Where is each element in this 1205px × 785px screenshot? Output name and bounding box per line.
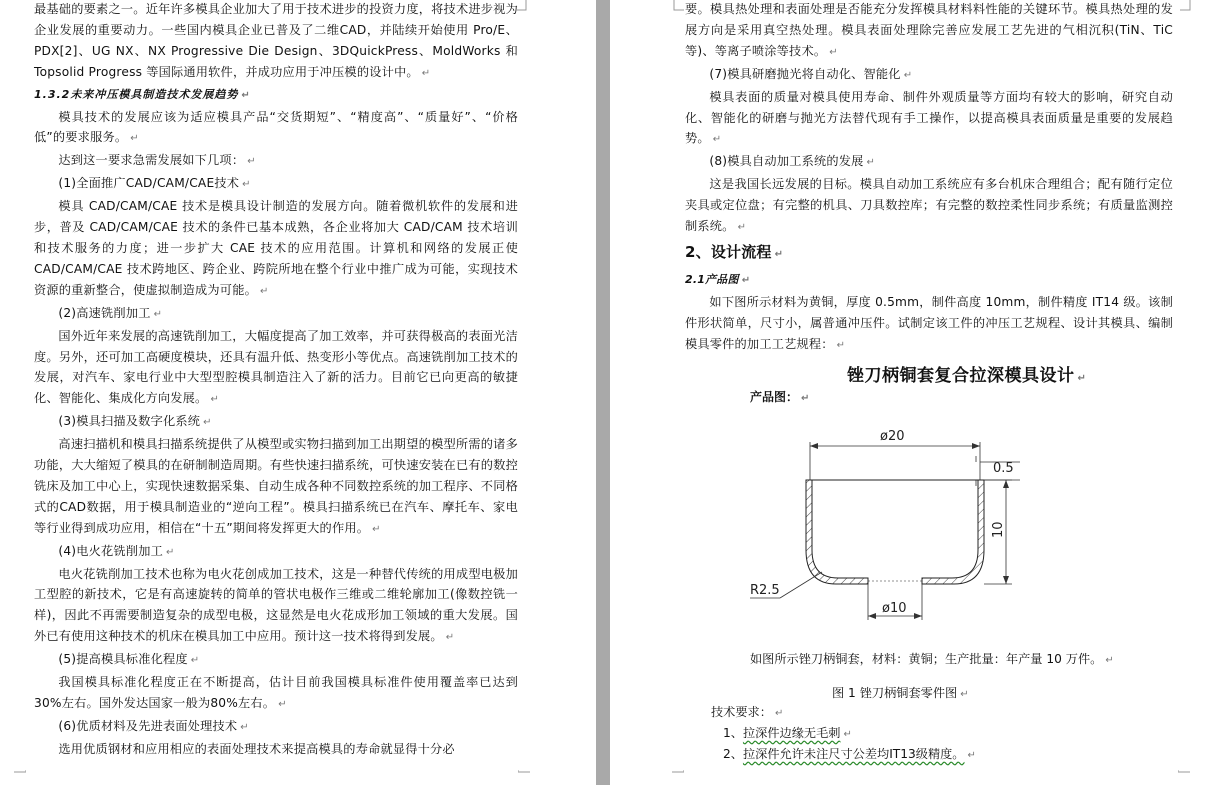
paragraph-mark-icon: ↵ [801, 393, 810, 404]
paragraph: 最基础的要素之一。近年许多模具企业加大了用于技术进步的投资力度，将技术进步视为企业发展的重要动力。一些国内模具企业已普及了二维CAD，并陆续开始使用 Pro/E、PDX[2]、UG NX、NX Progressive Die Design、3DQuickPress、MoldWorks 和 Topsolid Progress 等国际通用软件，并成功应用于冲压模的设计中。 ↵ [34, 2, 518, 79]
paragraph-mark-icon: ↵ [737, 222, 747, 234]
list-item-heading: (6)优质材料及先进表面处理技术 ↵ [58, 718, 249, 733]
paragraph-mark-icon: ↵ [190, 655, 200, 667]
cup-wall-right [922, 480, 984, 584]
paragraph-mark-icon: ↵ [372, 523, 381, 535]
paragraph: 选用优质钢材和应用相应的表面处理技术来提高模具的寿命就显得十分必 [58, 741, 455, 756]
right-page [610, 0, 1205, 785]
dim-inner-diameter: ø10 [882, 601, 907, 616]
product-drawing-label: 产品图： ↵ [750, 390, 810, 404]
figure-description: 如图所示锉刀柄铜套，材料：黄铜；生产批量：年产量 10 万件。 ↵ [750, 652, 1114, 666]
paragraph-mark-icon: ↵ [259, 285, 269, 297]
crop-mark-icon [672, 0, 684, 12]
list-item-heading: (4)电火花铣削加工 ↵ [58, 543, 175, 558]
paragraph: 要。模具热处理和表面处理是否能充分发挥模具材料料性能的关键环节。模具热处理的发展方向是采用真空热处理。模具表面处理除完善应发展工艺先进的气相沉积(TiN、TiC等)、等离子喷涂等技术。 ↵ [685, 2, 1173, 58]
paragraph-mark-icon: ↵ [240, 721, 249, 733]
requirement-item: 2、拉深件允许未注尺寸公差均IT13级精度。 ↵ [723, 747, 976, 761]
paragraph-mark-icon: ↵ [712, 134, 722, 146]
paragraph-mark-icon: ↵ [1077, 373, 1087, 384]
paragraph-mark-icon: ↵ [836, 339, 846, 351]
list-item-heading: (8)模具自动加工系统的发展 ↵ [709, 154, 876, 169]
paragraph-mark-icon: ↵ [829, 46, 838, 58]
paragraph: 模具 CAD/CAM/CAE 技术是模具设计制造的发展方向。随着微机软件的发展和进步，普及 CAD/CAM/CAE 技术的条件已基本成熟，各企业将加大 CAD/CAM 技术培训和技术服务的力度；进一步扩大 CAE 技术的应用范围。计算机和网络的发展正使 CAD/CAM/CAE 技术跨地区、跨企业、跨院所地在整个行业中推广成为可能，实现技术资源的重新整合，使虚拟制造成为可能。 ↵ [34, 199, 518, 297]
paragraph: 模具表面的质量对模具使用寿命、制件外观质量等方面均有较大的影响，研究自动化、智能化的研磨与抛光方法替代现有手工操作，以提高模具表面质量是重要的发展趋势。 ↵ [685, 89, 1173, 146]
section-heading-2: 2、设计流程 ↵ [685, 242, 784, 261]
list-item-heading: (7)模具研磨抛光将自动化、智能化 ↵ [709, 66, 913, 81]
spellcheck-underline[interactable]: 拉深件允许未注尺寸公差均IT13级精度。 [742, 747, 965, 761]
paragraph-mark-icon: ↵ [247, 156, 256, 168]
figure-title: 锉刀柄铜套复合拉深模具设计 ↵ [847, 366, 1087, 386]
paragraph: 这是我国长远发展的目标。模具自动加工系统应有多台机床合理组合；配有随行定位夹具或定位盘；有完整的机具、刀具数控库；有完整的数控柔性同步系统；有质量监测控制系统。 ↵ [685, 177, 1173, 234]
paragraph: 国外近年来发展的高速铣削加工，大幅度提高了加工效率，并可获得极高的表面光洁度。另外，还可加工高硬度模块，还具有温升低、热变形小等优点。高速铣削加工技术的发展，对汽车、家电行业中大型型腔模具制造注入了新的活力。目前它已向更高的敏捷化、智能化、集成化方向发展。 ↵ [34, 328, 518, 406]
page-gutter [596, 0, 610, 785]
paragraph-mark-icon: ↵ [241, 89, 251, 101]
list-item-heading: (5)提高模具标准化程度 ↵ [58, 652, 200, 667]
crop-mark-icon [516, 0, 528, 12]
paragraph: 我国模具标准化程度正在不断提高，估计目前我国模具标准件使用覆盖率已达到30%左右。国外发达国家一般为80%左右。 ↵ [34, 675, 518, 710]
paragraph: 达到这一要求急需发展如下几项： ↵ [58, 153, 256, 168]
figure-caption: 图 1 锉刀柄铜套零件图 ↵ [832, 686, 969, 700]
paragraph: 电火花铣削加工技术也称为电火花创成加工技术，这是一种替代传统的用成型电极加工型腔的新技术，它是有高速旋转的简单的管状电极作三维或二维轮廓加工(像数控铣一样)，因此不再需要制造复杂的成型电极，这显然是电火花成形加工领域的重大发展。国外已有使用这种技术的机床在模具加工中应用。预计这一技术将得到发展。 ↵ [34, 566, 518, 644]
paragraph-mark-icon: ↵ [960, 689, 969, 700]
paragraph-mark-icon: ↵ [165, 546, 175, 558]
paragraph: 如下图所示材料为黄铜，厚度 0.5mm，制件高度 10mm，制件精度 IT14 级。该制件形状简单，尺寸小，属普通冲压件。试制定该工件的冲压工艺规程、设计其模具、编制模具零件的加工工艺规程： ↵ [685, 294, 1173, 351]
crop-mark-icon [1178, 770, 1190, 782]
spellcheck-underline[interactable]: 拉深件边缘无毛刺 [742, 726, 841, 740]
section-heading-1-3-2: 1.3.2未来冲压模具制造技术发展趋势 ↵ [34, 87, 251, 101]
crop-mark-icon [1180, 0, 1192, 12]
list-item-heading: (1)全面推广CAD/CAM/CAE技术 ↵ [58, 176, 251, 191]
paragraph-mark-icon: ↵ [903, 69, 913, 81]
paragraph-mark-icon: ↵ [774, 248, 784, 260]
paragraph-mark-icon: ↵ [967, 750, 976, 761]
list-item-heading: (3)模具扫描及数字化系统 ↵ [58, 414, 212, 429]
left-page [0, 0, 596, 785]
paragraph-mark-icon: ↵ [843, 729, 852, 740]
part-drawing [750, 420, 1050, 620]
crop-mark-icon [14, 770, 26, 782]
requirements-title: 技术要求： ↵ [711, 705, 784, 719]
dim-height: 10 [991, 521, 1006, 538]
paragraph-mark-icon: ↵ [242, 179, 251, 191]
dim-outer-diameter: ø20 [880, 429, 905, 444]
paragraph: 高速扫描机和模具扫描系统提供了从模型或实物扫描到加工出期望的模型所需的诸多功能，大大缩短了模具的在研制制造周期。有些快速扫描系统，可快速安装在已有的数控铣床及加工中心上，实现快速数据采集、自动生成各种不同数控系统的加工程序、不同格式的CAD数据，用于模具制造业的“逆向工程”。模具扫描系统已在汽车、摩托车、家电等行业得到成功应用，相信在“十五”期间将发挥更大的作用。 ↵ [34, 437, 518, 535]
right-text-column [685, 0, 1173, 357]
paragraph-mark-icon: ↵ [1105, 655, 1114, 666]
paragraph: 模具技术的发展应该为适应模具产品“交货期短”、“精度高”、“质量好”、“价格低”的要求服务。 ↵ [34, 109, 518, 145]
dim-radius: R2.5 [750, 583, 780, 598]
paragraph-mark-icon: ↵ [278, 699, 287, 710]
section-heading-2-1: 2.1产品图 ↵ [685, 272, 751, 286]
crop-mark-icon [672, 770, 684, 782]
paragraph-mark-icon: ↵ [210, 394, 220, 406]
paragraph-mark-icon: ↵ [153, 308, 163, 320]
crop-mark-icon [518, 770, 530, 782]
cup-wall-left [806, 480, 868, 584]
list-item-heading: (2)高速铣削加工 ↵ [58, 305, 163, 320]
paragraph-mark-icon: ↵ [203, 417, 212, 429]
paragraph-mark-icon: ↵ [774, 708, 784, 719]
paragraph-mark-icon: ↵ [421, 67, 431, 79]
paragraph-mark-icon: ↵ [130, 133, 139, 145]
paragraph-mark-icon: ↵ [741, 274, 751, 286]
dim-thickness: 0.5 [993, 461, 1014, 476]
left-text-column [34, 0, 518, 760]
paragraph-mark-icon: ↵ [866, 157, 876, 169]
paragraph-mark-icon: ↵ [445, 632, 455, 644]
leader-line [780, 572, 822, 598]
requirement-item: 1、拉深件边缘无毛刺 ↵ [723, 726, 852, 740]
